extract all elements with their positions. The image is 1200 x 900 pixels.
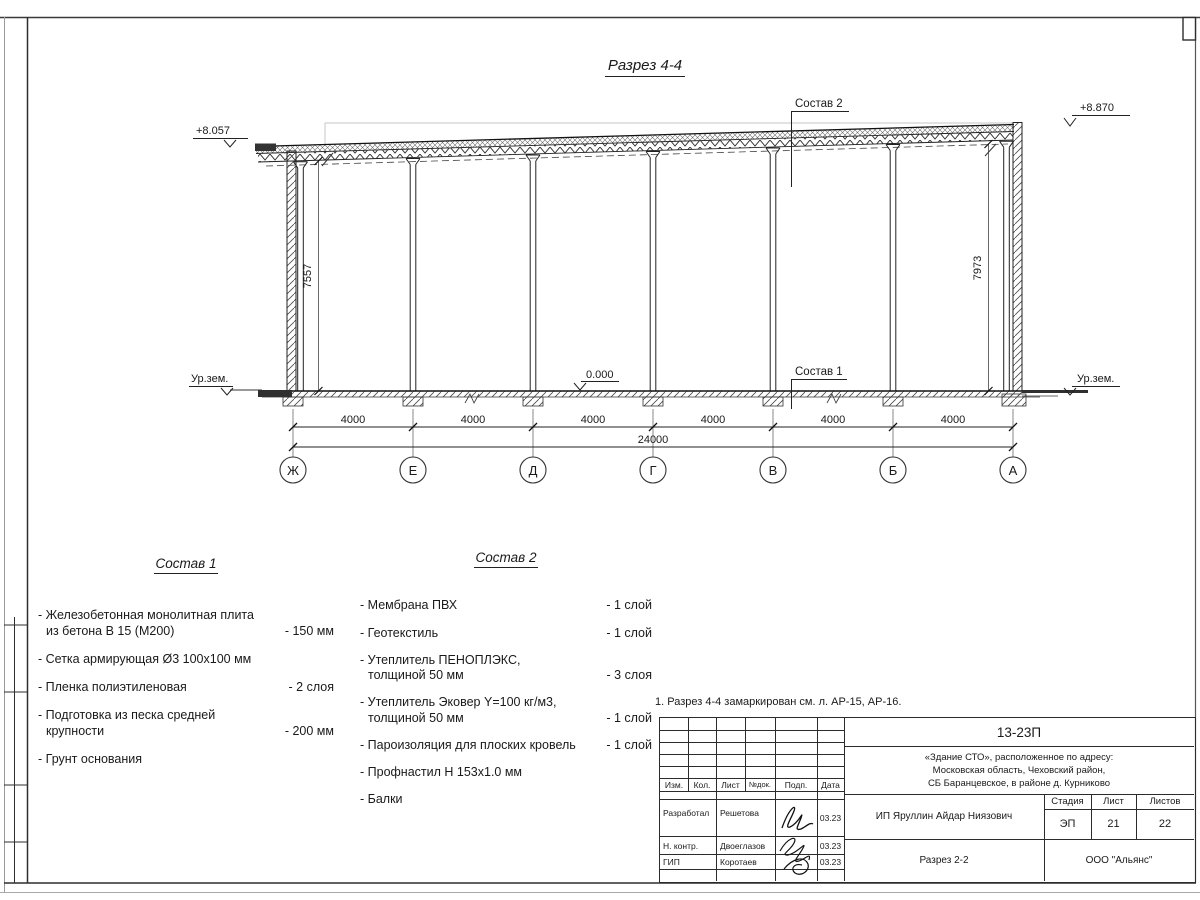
col-kol-label: Кол.	[693, 779, 711, 790]
sostav-item: - Железобетонная монолитная плита из бетона В 15 (М200) - 150 мм	[38, 608, 334, 638]
row-name: Коротаев	[720, 856, 757, 867]
elevation-mark-zero	[574, 369, 619, 390]
height-dim-left	[302, 157, 323, 395]
axis-markers	[280, 457, 1026, 483]
drawing-title-text: Разрез 4-4	[605, 57, 685, 77]
sostav-item: - Подготовка из песка средней крупности - 200 мм	[38, 708, 334, 738]
elev-zero-text: 0.000	[586, 369, 614, 381]
row-name: Двоеглазов	[720, 840, 766, 851]
elev-right-text: +8.870	[1080, 102, 1114, 114]
sostav-item: - Мембрана ПВХ - 1 слой	[360, 598, 652, 613]
address-line: «Здание СТО», расположенное по адресу:	[924, 751, 1114, 763]
sostav2-block	[360, 550, 652, 821]
sostav-item: - Балки	[360, 792, 403, 807]
elevation-mark-left	[193, 125, 248, 147]
view-name: Разрез 2-2	[919, 854, 969, 866]
sostav-item: - Пароизоляция для плоских кровель - 1 слой	[360, 737, 652, 752]
sheets-label: Листов	[1149, 796, 1181, 807]
sostav1-leader	[791, 366, 847, 409]
ground-level-mark-left	[189, 373, 233, 395]
corner-box	[1183, 18, 1196, 41]
bay-dim-text: 4000	[940, 414, 966, 426]
title-block	[659, 717, 1196, 883]
elevation-arrow-icon	[1064, 118, 1076, 126]
left-margin-strip	[4, 617, 27, 883]
drawing-title	[570, 57, 720, 74]
elevation-arrow-icon	[221, 388, 233, 395]
bay-dim-text: 4000	[460, 414, 486, 426]
col-izm-label: Изм.	[664, 779, 684, 790]
bay-dim-text: 4000	[700, 414, 726, 426]
sostav-item: - Пленка полиэтиленовая - 2 слоя	[38, 680, 334, 695]
bay-dim-text: 4000	[580, 414, 606, 426]
right-wall	[1013, 123, 1022, 392]
row-role: ГИП	[663, 856, 680, 867]
axis-label: Д	[528, 463, 538, 478]
sheet-note: 1. Разрез 4-4 замаркирован см. л. АР-15, АР-16.	[655, 696, 902, 708]
row-role: Разработал	[663, 807, 710, 818]
stage-value: ЭП	[1059, 818, 1076, 830]
sostav-item: - Утеплитель ПЕНОПЛЭКС, толщиной 50 мм - 3 слоя	[360, 652, 652, 683]
columns	[294, 141, 1014, 391]
col-list-label: Лист	[721, 779, 740, 790]
ground-right-text: Ур.зем.	[1077, 373, 1115, 385]
sostav-item: - Утеплитель Эковер Y=100 кг/м3, толщиной 50 мм - 1 слой	[360, 695, 652, 725]
col-ndok-label: №док.	[749, 780, 771, 789]
sheet-number: 21	[1107, 818, 1120, 830]
sheet-label: Лист	[1103, 796, 1124, 807]
axis-label: В	[768, 463, 778, 478]
project-address	[844, 746, 1194, 794]
sostav1-heading: Состав 1	[38, 556, 334, 572]
row-role: Н. контр.	[663, 840, 699, 851]
height-dim-left-text: 7557	[302, 263, 314, 289]
signature	[776, 800, 816, 834]
sostav1-block	[38, 556, 334, 780]
sostav-item: - Сетка армирующая Ø3 100х100 мм	[38, 651, 252, 666]
axis-label: А	[1008, 463, 1018, 478]
sostav-item: - Профнастил Н 153х1.0 мм	[360, 765, 523, 780]
total-dim-text: 24000	[637, 434, 669, 446]
elevation-mark-right	[1064, 102, 1130, 126]
address-line: Московская область, Чеховский район,	[932, 764, 1106, 776]
axis-label: Б	[888, 463, 898, 478]
company-name: ООО "Альянс"	[1085, 854, 1153, 866]
axis-label: Е	[408, 463, 418, 478]
roof-edge-cap	[255, 144, 276, 152]
project-code: 13-23П	[996, 724, 1042, 740]
elevation-arrow-icon	[574, 383, 586, 390]
address-line: СБ Баранцевское, в районе д. Курниково	[927, 777, 1111, 789]
axis-label: Г	[649, 463, 657, 478]
ground-level-mark-right	[1064, 373, 1120, 395]
sostav2-leader-text: Состав 2	[795, 98, 843, 110]
bay-dim-text: 4000	[820, 414, 846, 426]
ground-left-text: Ур.зем.	[191, 373, 229, 385]
height-dim-right	[972, 140, 993, 395]
roof-assembly	[255, 125, 1014, 167]
stage-label: Стадия	[1051, 796, 1084, 807]
height-dim-right-text: 7973	[972, 255, 984, 281]
client-name: ИП Яруллин Айдар Ниязович	[875, 811, 1013, 822]
row-date: 03.23	[819, 812, 842, 823]
bay-dim-text: 4000	[340, 414, 366, 426]
signature	[774, 835, 818, 881]
sostav1-leader-text: Состав 1	[795, 366, 843, 378]
row-date: 03.23	[819, 856, 842, 867]
elev-left-text: +8.057	[196, 125, 230, 137]
sostav-item: - Геотекстиль - 1 слой	[360, 625, 652, 640]
sostav2-heading: Состав 2	[360, 550, 652, 566]
axis-label: Ж	[286, 463, 300, 478]
left-wall	[287, 151, 296, 391]
sheets-total: 22	[1158, 818, 1172, 830]
row-date: 03.23	[819, 840, 842, 851]
sostav-item: - Грунт основания	[38, 751, 143, 766]
col-data-label: Дата	[821, 779, 840, 790]
elevation-arrow-icon	[224, 140, 236, 147]
dimension-chain	[289, 409, 1017, 457]
row-name: Решетова	[720, 807, 759, 818]
col-podp-label: Подп.	[784, 779, 808, 790]
